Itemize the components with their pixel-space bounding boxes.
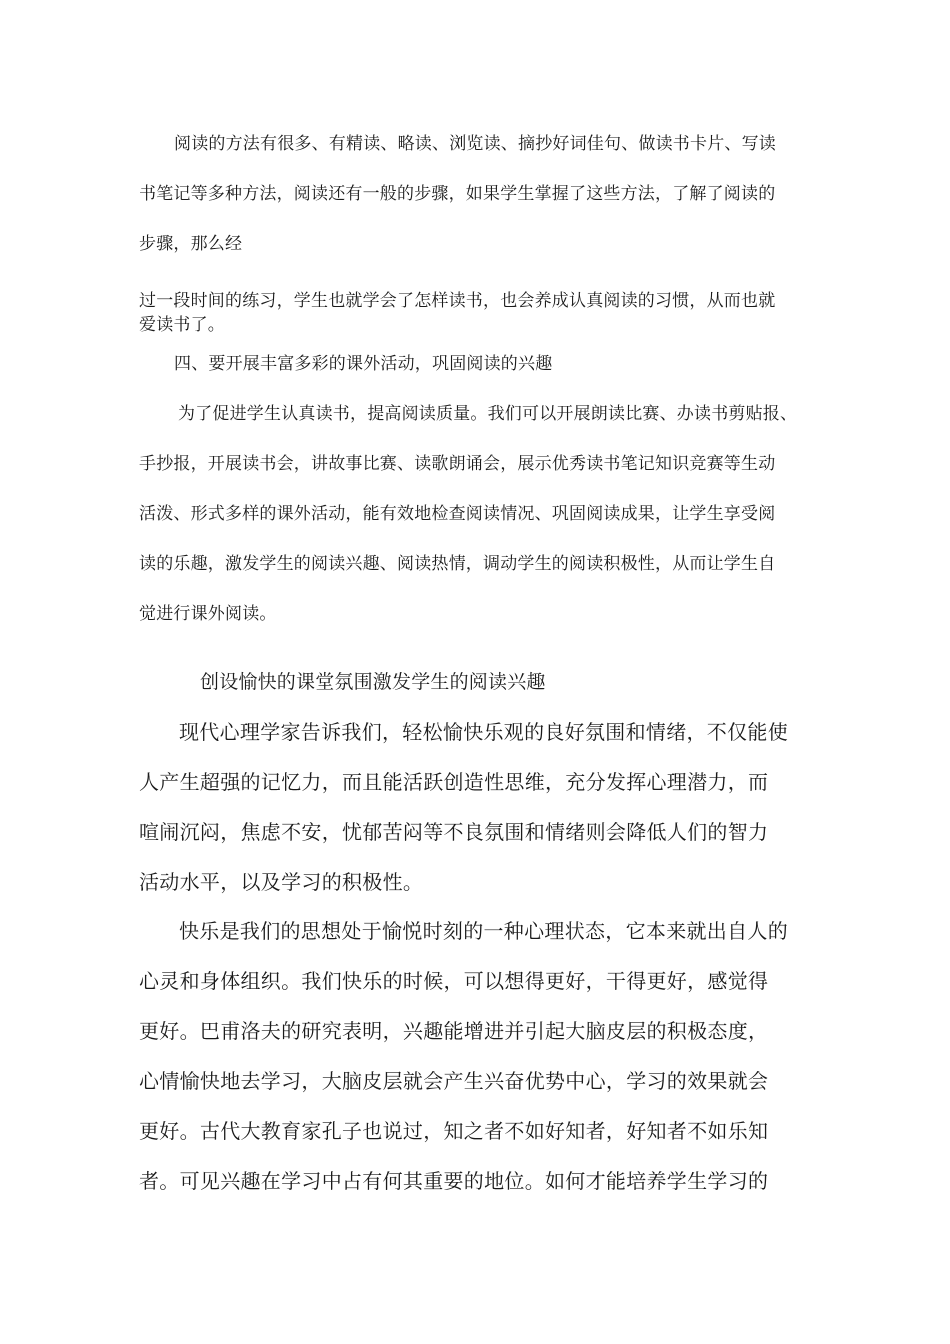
paragraph-line: 觉进行课外阅读。 (139, 604, 277, 624)
paragraph-line: 手抄报，开展读书会，讲故事比赛、读歌朗诵会，展示优秀读书笔记知识竞赛等生动 (139, 454, 776, 474)
paragraph-line: 心灵和身体组织。我们快乐的时候，可以想得更好，干得更好，感觉得 (139, 969, 769, 993)
paragraph-line: 现代心理学家告诉我们，轻松愉快乐观的良好氛围和情绪，不仅能使 (179, 720, 788, 744)
section-heading: 四、要开展丰富多彩的课外活动，巩固阅读的兴趣 (174, 354, 553, 374)
paragraph-line: 活动水平，以及学习的积极性。 (139, 870, 424, 894)
paragraph-line: 阅读的方法有很多、有精读、略读、浏览读、摘抄好词佳句、做读书卡片、写读 (174, 134, 776, 154)
paragraph-line: 心情愉快地去学习，大脑皮层就会产生兴奋优势中心，学习的效果就会 (139, 1069, 769, 1093)
paragraph-line: 爱读书了。 (139, 315, 225, 335)
article-title: 创设愉快的课堂氛围激发学生的阅读兴趣 (200, 671, 546, 693)
paragraph-line: 读的乐趣，激发学生的阅读兴趣、阅读热情，调动学生的阅读积极性，从而让学生自 (139, 554, 776, 574)
paragraph-line: 者。可见兴趣在学习中占有何其重要的地位。如何才能培养学生学习的 (139, 1169, 769, 1193)
paragraph-line: 喧闹沉闷，焦虑不安，忧郁苦闷等不良氛围和情绪则会降低人们的智力 (139, 820, 769, 844)
paragraph-line: 更好。巴甫洛夫的研究表明，兴趣能增进并引起大脑皮层的积极态度， (139, 1019, 769, 1043)
paragraph-line: 快乐是我们的思想处于愉悦时刻的一种心理状态，它本来就出自人的 (179, 919, 788, 943)
paragraph-line: 过一段时间的练习，学生也就学会了怎样读书，也会养成认真阅读的习惯，从而也就 (139, 291, 776, 311)
paragraph-line: 步骤，那么经 (139, 234, 243, 254)
paragraph-line: 活泼、形式多样的课外活动，能有效地检查阅读情况、巩固阅读成果，让学生享受阅 (139, 504, 776, 524)
paragraph-line: 人产生超强的记忆力，而且能活跃创造性思维，充分发挥心理潜力，而 (139, 770, 769, 794)
paragraph-line: 更好。古代大教育家孔子也说过，知之者不如好知者，好知者不如乐知 (139, 1119, 769, 1143)
paragraph-line: 书笔记等多种方法，阅读还有一般的步骤，如果学生掌握了这些方法，了解了阅读的 (139, 184, 776, 204)
paragraph-line: 为了促进学生认真读书，提高阅读质量。我们可以开展朗读比赛、办读书剪贴报、 (178, 404, 798, 424)
